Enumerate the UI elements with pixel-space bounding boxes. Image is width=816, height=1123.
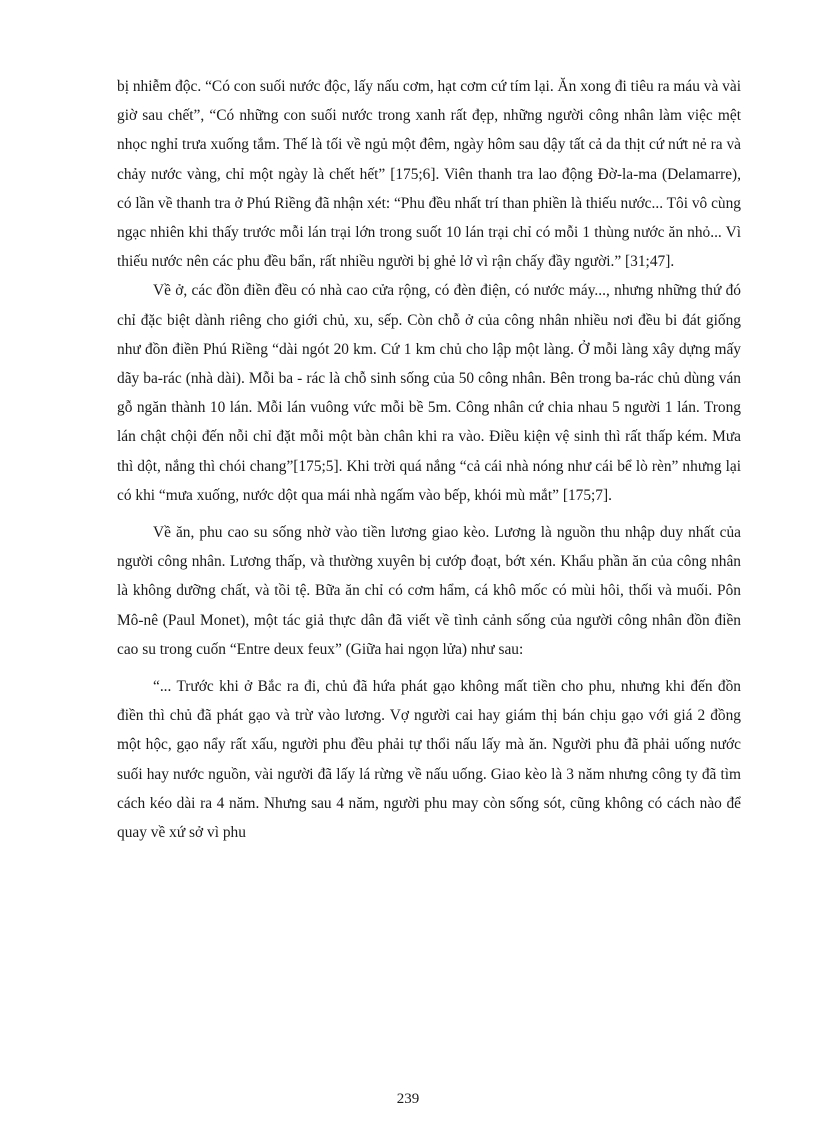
paragraph-food: Về ăn, phu cao su sống nhờ vào tiền lương giao kèo. Lương là nguồn thu nhập duy nhất của người công nhân. Lương thấp, và thường xuyên bị cướp đoạt, bớt xén. Khẩu phần ăn của công nhân là không dưỡng chất, và tồi tệ. Bữa ăn chỉ có cơm hẩm, cá khô mốc có mùi hôi, thối và muối. Pôn Mô-nê (Paul Monet), một tác giả thực dân đã viết về tình cảnh sống của người công nhân đồn điền cao su trong cuốn “Entre deux feux” (Giữa hai ngọn lửa) như sau: (117, 524, 741, 658)
paragraph-continuation: bị nhiễm độc. “Có con suối nước độc, lấy nấu cơm, hạt cơm cứ tím lại. Ăn xong đi tiêu ra máu và vài giờ sau chết”, “Có những con suối nước trong xanh rất đẹp, những người công nhân làm việc mệt nhọc nghỉ trưa xuống tắm. Thế là tối về ngủ một đêm, ngày hôm sau dậy tất cả da thịt cứ nứt nẻ ra và chảy nước vàng, chỉ một ngày là chết hết” [175;6]. Viên thanh tra lao động Đờ-la-ma (Delamarre), có lần về thanh tra ở Phú Riềng đã nhận xét: “Phu đều nhất trí than phiền là thiếu nước... Tôi vô cùng ngạc nhiên khi thấy trước mỗi lán trại lớn trong suốt 10 lán trại chỉ có mỗi 1 thùng nước ăn nhỏ... Vì thiếu nước nên các phu đều bẩn, rất nhiều người bị ghẻ lở vì rận chấy đầy người.” [31;47]. (117, 78, 742, 271)
paragraph-quote: “... Trước khi ở Bắc ra đi, chủ đã hứa phát gạo không mất tiền cho phu, nhưng khi đến đồn điền thì chủ đã phát gạo và trừ vào lương. Vợ người cai hay giám thị bán chịu gạo với giá 2 đồng một hộc, gạo nẩy rất xấu, người phu đều phải tự thổi nấu lấy mà ăn. Người phu đã phải uống nước suối hay nước nguồn, vài người đã lấy lá rừng về nấu uống. Giao kèo là 3 năm nhưng công ty đã tìm cách kéo dài ra 4 năm. Nhưng sau 4 năm, người phu may còn sống sót, cũng không có cách nào để quay về xứ sở vì phu (117, 678, 741, 842)
body-text (117, 72, 741, 847)
page-number: 239 (396, 1091, 420, 1107)
paragraph-housing: Về ở, các đồn điền đều có nhà cao cửa rộng, có đèn điện, có nước máy..., nhưng những thứ đó chỉ đặc biệt dành riêng cho giới chủ, xu, sếp. Còn chỗ ở của công nhân nhiều nơi đều bi đát giống như đồn điền Phú Riềng “dài ngót 20 km. Cứ 1 km chủ cho lập một làng. Ở mỗi làng xây dựng mấy dãy ba-rác (nhà dài). Mỗi ba - rác là chỗ sinh sống của 50 công nhân. Bên trong ba-rác chủ dùng ván gỗ ngăn thành 10 lán. Mỗi lán vuông vức mỗi bề 5m. Công nhân cứ chia nhau 5 người 1 lán. Trong lán chật chội đến nỗi chỉ đặt mỗi một bàn chân khi ra vào. Điều kiện vệ sinh thì rất thấp kém. Mưa thì dột, nắng thì chói chang”[175;5]. Khi trời quá nắng “cả cái nhà nóng như cái bể lò rèn” nhưng lại có khi “mưa xuống, nước dột qua mái nhà ngấm vào bếp, khói mù mắt” [175;7]. (117, 282, 741, 504)
